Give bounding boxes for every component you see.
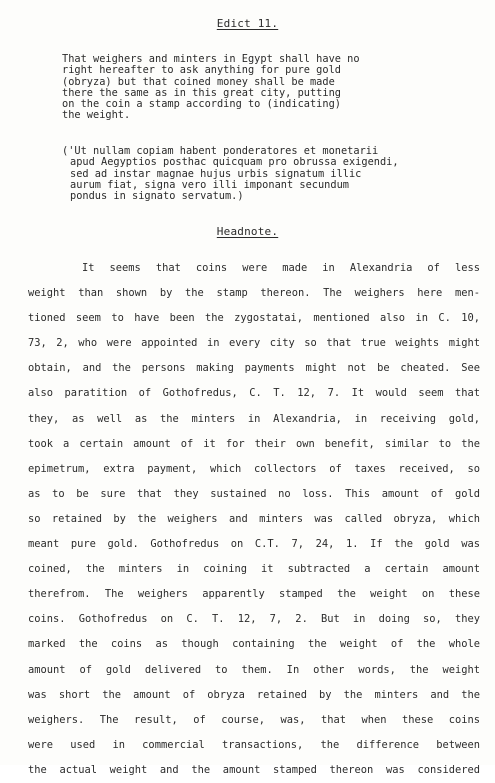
headnote-body — [28, 256, 480, 783]
latin-line: ('Ut nullam copiam habent ponderatores et monetarii — [62, 145, 379, 157]
summary-line: the weight. — [62, 109, 131, 122]
summary-line: on the coin a stamp according to (indicating) — [62, 98, 341, 111]
body-line: It seems that coins were made in Alexandria of less — [82, 262, 480, 274]
body-line: took a certain amount of it for their own benefit, similar to the — [28, 437, 480, 450]
body-line: marked the coins as though containing the weight of the whole — [28, 638, 480, 651]
latin-line: pondus in signato servatum.) — [70, 190, 244, 203]
body-line: tioned seem to have been the zygostatai, mentioned also in C. 10, — [28, 312, 480, 325]
body-line: obtain, and the persons making payments might not be cheated. See — [28, 362, 480, 375]
body-line: 73, 2, who were appointed in every city so that true weights might — [28, 337, 480, 350]
body-line: also paratition of Gothofredus, C. T. 12, 7. It would seem that — [28, 387, 480, 400]
edict-title: Edict 11. — [216, 17, 279, 30]
body-line: amount of gold delivered to them. In other words, the weight — [28, 663, 480, 676]
body-line: coined, the minters in coining it subtracted a certain amount — [28, 563, 480, 576]
summary-line: (obryza) but that coined money shall be made — [62, 75, 335, 88]
body-line: they, as well as the minters in Alexandria, in receiving gold, — [28, 412, 480, 425]
body-line: were used in commercial transactions, the difference between — [28, 738, 480, 751]
body-line: was short the amount of obryza retained by the minters and the — [28, 688, 480, 701]
summary-line: That weighers and minters in Egypt shall have no — [62, 53, 360, 65]
body-line: the actual weight and the amount stamped thereon was considered — [28, 763, 480, 776]
body-line: so retained by the weighers and minters was called obryza, which — [28, 512, 480, 525]
body-line: epimetrum, extra payment, which collectors of taxes received, so — [28, 462, 480, 475]
summary-line: there the same as in this great city, putting — [62, 86, 341, 99]
body-line: therefrom. The weighers apparently stamped the weight on these — [28, 588, 480, 601]
body-line: coins. Gothofredus on C. T. 12, 7, 2. But in doing so, they — [28, 613, 480, 626]
latin-line: apud Aegyptios posthac quicquam pro obrussa exigendi, — [70, 156, 399, 169]
body-line: weight than shown by the stamp thereon. The weighers here men- — [28, 287, 480, 300]
edict-summary — [62, 54, 472, 122]
latin-line: aurum fiat, signa vero illi imponant secundum — [70, 178, 349, 191]
headnote-title: Headnote. — [216, 225, 279, 238]
body-line: meant pure gold. Gothofredus on C.T. 7, 24, 1. If the gold was — [28, 538, 480, 551]
latin-text — [62, 146, 472, 202]
body-line: as to be sure that they sustained no loss. This amount of gold — [28, 487, 480, 500]
latin-line: sed ad instar magnae hujus urbis signatum illic — [70, 167, 362, 180]
summary-line: right hereafter to ask anything for pure gold — [62, 64, 341, 77]
body-line: weighers. The result, of course, was, that when these coins — [28, 713, 480, 726]
